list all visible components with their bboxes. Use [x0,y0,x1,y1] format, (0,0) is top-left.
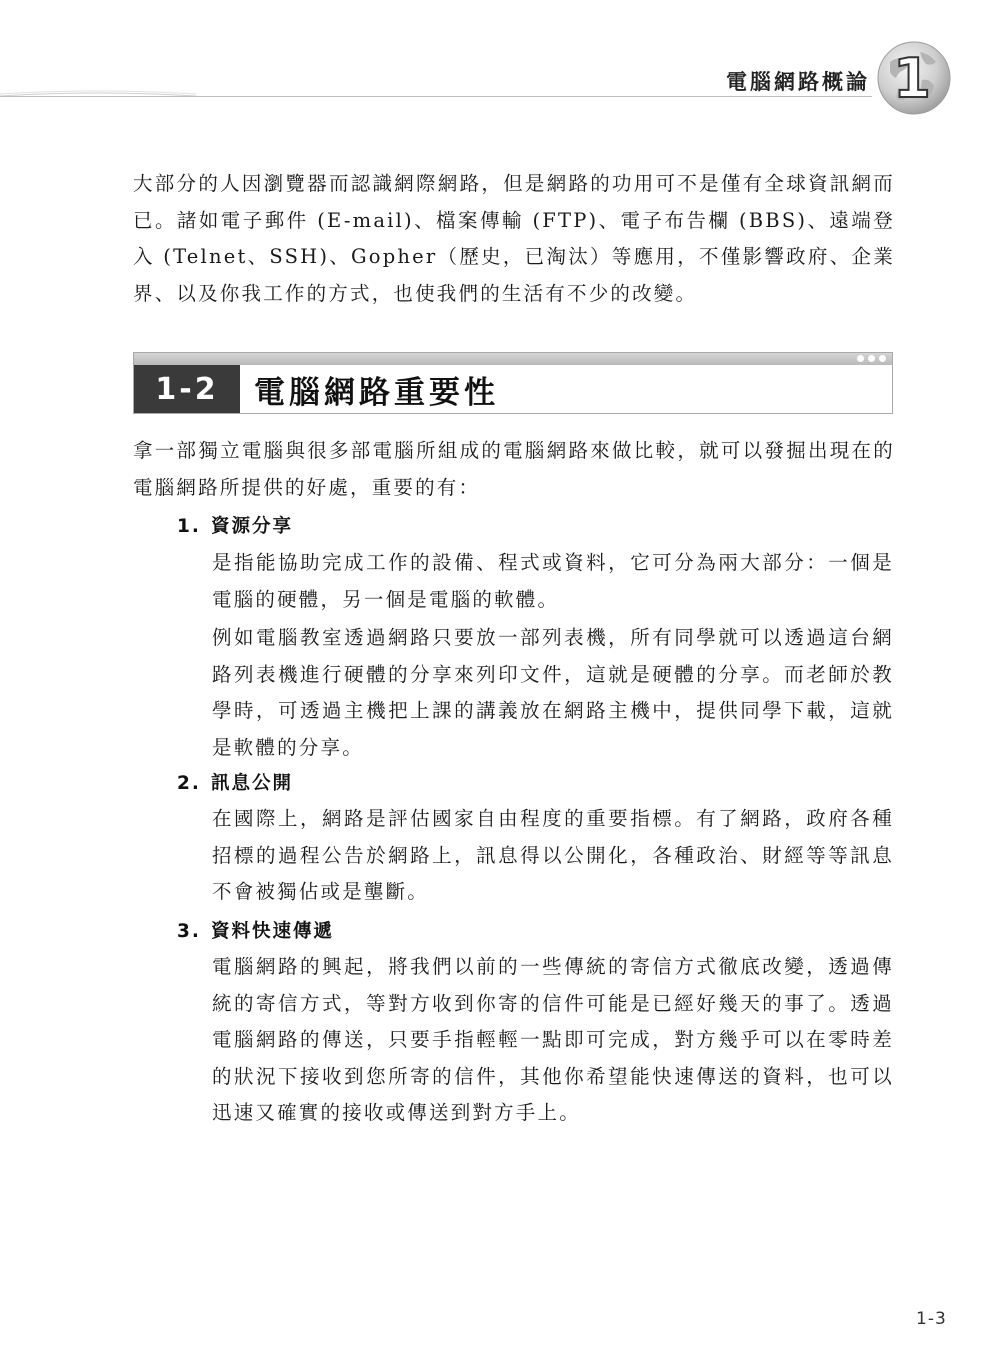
list-item-number: 2. [177,773,201,794]
section-heading [133,352,893,414]
list-item-number: 3. [177,921,201,942]
ellipsis-dots-icon [857,355,886,362]
intro-paragraph: 大部分的人因瀏覽器而認識網際網路，但是網路的功用可不是僅有全球資訊網而已。諸如電子郵件 (E-mail)、檔案傳輸 (FTP)、電子布告欄 (BBS)、遠端登入 (Telnet、SSH)、Gopher（歷史，已淘汰）等應用，不僅影響政府、企業界、以及你我工作的方式，也使我們的生活有不少的改變。 [133,172,895,305]
page-number: 1-3 [916,1309,947,1329]
list-item-paragraph: 在國際上，網路是評估國家自由程度的重要指標。有了網路，政府各種招標的過程公告於網路上，訊息得以公開化，各種政治、財經等等訊息不會被獨佔或是壟斷。 [212,807,894,903]
list-item-heading [177,512,293,538]
header-rule [0,96,872,97]
list-item-paragraph: 電腦網路的興起，將我們以前的一些傳統的寄信方式徹底改變，透過傳統的寄信方式，等對方收到你寄的信件可能是已經好幾天的事了。透過電腦網路的傳送，只要手指輕輕一點即可完成，對方幾乎可以在零時差的狀況下接收到您所寄的信件，其他你希望能快速傳送的資料，也可以迅速又確實的接收或傳送到對方手上。 [212,955,894,1124]
list-item-title: 資料快速傳遞 [211,921,335,942]
lead-paragraph: 拿一部獨立電腦與很多部電腦所組成的電腦網路來做比較，就可以發掘出現在的電腦網路所提供的好處，重要的有： [133,439,895,499]
chapter-number: 1 [893,46,931,110]
list-item-paragraph: 是指能協助完成工作的設備、程式或資料，它可分為兩大部分：一個是電腦的硬體，另一個是電腦的軟體。 [212,551,894,611]
section-title: 電腦網路重要性 [254,374,499,411]
list-item-heading [177,769,293,795]
list-item-title: 訊息公開 [211,773,294,794]
list-item-title: 資源分享 [211,516,294,537]
list-item-heading [177,917,334,943]
section-heading-bar [134,353,892,365]
list-item-paragraph: 例如電腦教室透過網路只要放一部列表機，所有同學就可以透過這台網路列表機進行硬體的分享來列印文件，這就是硬體的分享。而老師於教學時，可透過主機把上課的講義放在網路主機中，提供同學下載，這就是軟體的分享。 [212,626,894,759]
running-title: 電腦網路概論 [726,70,870,94]
list-item-number: 1. [177,516,201,537]
section-number: 1-2 [134,365,240,413]
